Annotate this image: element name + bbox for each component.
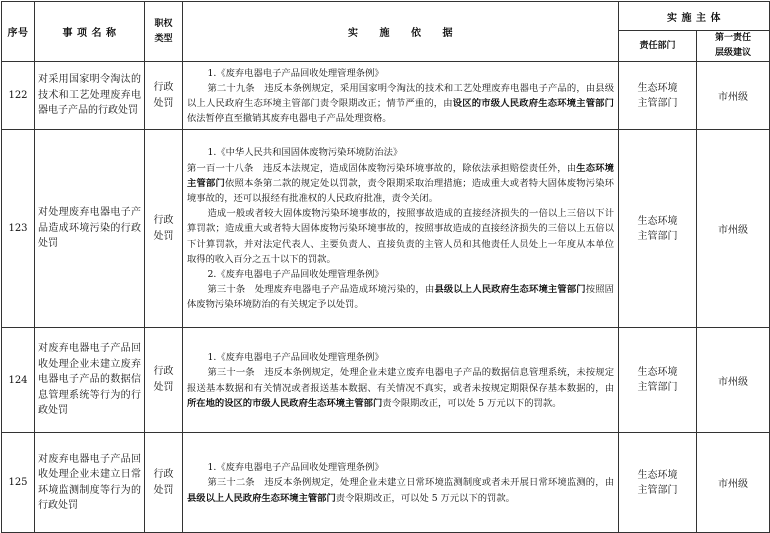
row-dept xyxy=(619,328,697,433)
enforcement-table xyxy=(1,1,770,533)
row-seq: 122 xyxy=(2,62,35,130)
row-type-line1: 行政 xyxy=(153,214,174,226)
basis-text-end: 依法暂停直至撤销其废弃电器电子产品处理资格。 xyxy=(187,113,392,125)
basis-paragraph xyxy=(187,161,614,207)
table-row xyxy=(2,62,770,130)
row-level: 市州级 xyxy=(697,130,770,328)
basis-title: 1.《废弃电器电子产品回收处理管理条例》 xyxy=(207,352,384,364)
header-authority-type-line2: 类型 xyxy=(154,33,173,44)
row-basis xyxy=(183,328,619,433)
header-level-line2: 层级建议 xyxy=(715,48,752,58)
basis-bold-authority: 县级以上人民政府生态环境主管部门 xyxy=(434,284,586,296)
basis-text: 第二十九条 违反本条例规定，采用国家明令淘汰的技术和工艺处理废弃电器电子产品的，由县级以上人民政府生态环境主管部门责令限期改正；情节严重的，由 xyxy=(187,82,614,109)
basis-paragraph xyxy=(187,475,614,505)
row-authority-type xyxy=(145,62,183,130)
basis-text-end: 依照本条第二款的规定处以罚款，责令限期采取治理措施；造成重大或者特大固体废物污染环境事故的，还可以报经有批准权的人民政府批准，责令关闭。 xyxy=(187,177,614,204)
row-type-line1: 行政 xyxy=(153,81,174,93)
row-seq: 125 xyxy=(2,433,35,533)
header-dept: 责任部门 xyxy=(619,31,697,62)
basis-bold-authority: 所在地的设区的市级人民政府生态环境主管部门 xyxy=(187,397,383,409)
table-row xyxy=(2,433,770,533)
row-dept xyxy=(619,62,697,130)
row-authority-type xyxy=(145,328,183,433)
basis-text: 第三十条 处理废弃电器电子产品造成环境污染的，由 xyxy=(207,284,435,296)
header-level xyxy=(697,31,770,62)
header-level-line1: 第一责任 xyxy=(715,33,752,43)
row-dept xyxy=(619,130,697,328)
row-basis xyxy=(183,130,619,328)
row-level: 市州级 xyxy=(697,433,770,533)
header-item-name: 事 项 名 称 xyxy=(35,2,145,62)
basis-paragraph-2: 造成一般或者较大固体废物污染环境事故的，按照事故造成的直接经济损失的一倍以上三倍以下计算罚款；造成重大或者特大固体废物污染环境事故的，按照事故造成的直接经济损失的三倍以上五倍以下计算罚款，并对法定代表人、主要负责人、直接负责的主管人员和其他责任人员处上一年度从本单位取得的收入百分之五十以下的罚款。 xyxy=(187,208,614,265)
row-type-line2: 处罚 xyxy=(153,97,174,109)
row-item-name: 对采用国家明令淘汰的技术和工艺处理废弃电器电子产品的行政处罚 xyxy=(35,62,145,130)
row-dept-line2: 主管部门 xyxy=(637,97,678,109)
row-seq: 124 xyxy=(2,328,35,433)
header-seq: 序号 xyxy=(2,2,35,62)
row-type-line2: 处罚 xyxy=(153,484,174,496)
basis-bold-authority: 设区的市级人民政府生态环境主管部门 xyxy=(452,98,614,109)
table-row xyxy=(2,328,770,433)
row-type-line1: 行政 xyxy=(153,366,174,377)
row-dept-line2: 主管部门 xyxy=(637,484,678,496)
row-authority-type xyxy=(145,130,183,328)
header-subject: 实 施 主 体 xyxy=(619,2,770,31)
row-basis xyxy=(183,433,619,533)
row-item-name: 对废弃电器电子产品回收处理企业未建立日常环境监测制度等行为的行政处罚 xyxy=(35,433,145,533)
basis-text-end: 责令限期改正，可以处 5 万元以下的罚款。 xyxy=(335,492,515,504)
row-dept-line2: 主管部门 xyxy=(637,382,678,393)
row-item-name: 对废弃电器电子产品回收处理企业未建立废弃电器电子产品的数据信息管理系统等行为的行政处罚 xyxy=(35,328,145,433)
basis-text: 第一百一十八条 违反本法规定，造成固体废物污染环境事故的，除依法承担赔偿责任外，由 xyxy=(187,162,577,174)
header-authority-type-line1: 职权 xyxy=(154,18,173,29)
row-level: 市州级 xyxy=(697,62,770,130)
basis-title: 1.《废弃电器电子产品回收处理管理条例》 xyxy=(207,67,384,79)
basis-title-2: 2.《废弃电器电子产品回收处理管理条例》 xyxy=(207,269,384,280)
row-basis xyxy=(183,62,619,130)
row-dept-line1: 生态环境 xyxy=(637,82,678,94)
basis-text: 第三十一条 违反本条例规定，处理企业未建立废弃电器电子产品的数据信息管理系统，未按规定报送基本数据和有关情况或者报送基本数据、有关情况不真实，或者未按规定期限保存基本数据的，由 xyxy=(187,367,614,394)
row-seq: 123 xyxy=(2,130,35,328)
row-authority-type xyxy=(145,433,183,533)
table-row xyxy=(2,130,770,328)
basis-paragraph xyxy=(187,81,614,127)
basis-title: 1.《中华人民共和国固体废物污染环境防治法》 xyxy=(207,147,403,159)
header-row-1 xyxy=(2,2,770,31)
header-basis: 实 施 依 据 xyxy=(183,2,619,62)
row-dept-line1: 生态环境 xyxy=(637,215,678,227)
basis-title: 1.《废弃电器电子产品回收处理管理条例》 xyxy=(207,462,384,474)
row-level: 市州级 xyxy=(697,328,770,433)
row-dept-line1: 生态环境 xyxy=(637,469,678,481)
basis-bold-authority: 生态环境主管部门 xyxy=(187,162,614,189)
row-item-name: 对处理废弃电器电子产品造成环境污染的行政处罚 xyxy=(35,130,145,328)
basis-text: 第三十二条 违反本条例规定，处理企业未建立日常环境监测制度或者未开展日常环境监测的，由 xyxy=(207,477,614,489)
basis-bold-authority: 县级以上人民政府生态环境主管部门 xyxy=(187,492,336,504)
row-dept xyxy=(619,433,697,533)
header-authority-type xyxy=(145,2,183,62)
row-dept-line1: 生态环境 xyxy=(637,367,678,378)
row-dept-line2: 主管部门 xyxy=(637,230,678,242)
basis-text-end: 按照固体废物污染环境防治的有关规定予以处罚。 xyxy=(187,284,614,311)
basis-text-end: 责令限期改正，可以处 5 万元以下的罚款。 xyxy=(382,397,562,409)
basis-paragraph xyxy=(187,365,614,411)
row-type-line2: 处罚 xyxy=(153,230,174,242)
row-type-line1: 行政 xyxy=(153,468,174,480)
basis-paragraph-3 xyxy=(187,282,614,312)
row-type-line2: 处罚 xyxy=(153,382,174,393)
